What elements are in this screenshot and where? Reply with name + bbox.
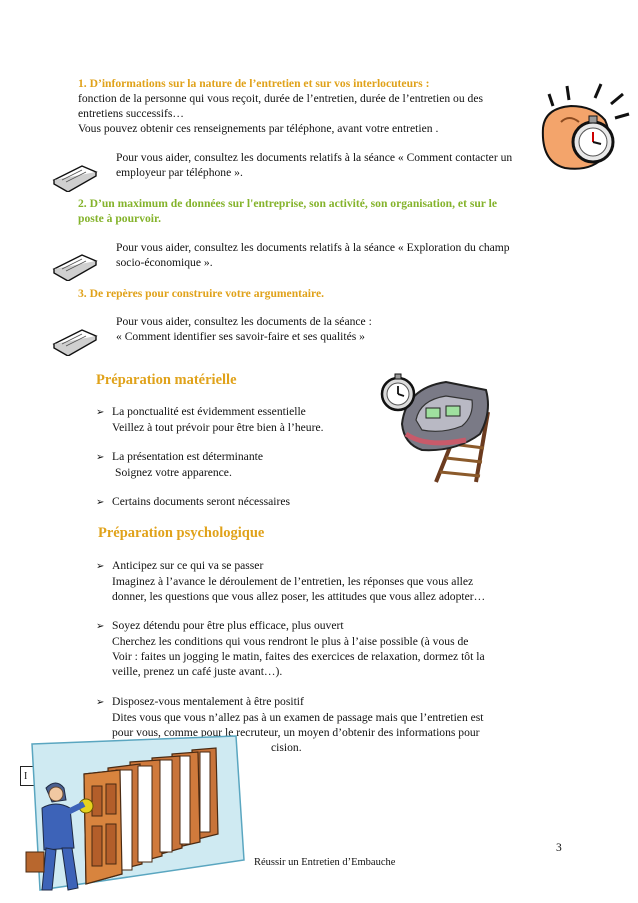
arrow-bullet-icon: ➢ bbox=[96, 697, 105, 708]
item-detail: Soignez votre apparence. bbox=[115, 466, 232, 479]
item-lead: La ponctualité est évidemment essentielle bbox=[112, 405, 306, 418]
section1-line: Vous pouvez obtenir ces renseignements par téléphone, avant votre entretien . bbox=[78, 122, 439, 135]
materielle-item bbox=[96, 494, 290, 510]
section3-tip bbox=[116, 314, 556, 344]
section1-line: entretiens successifs… bbox=[78, 107, 184, 120]
section1-line: fonction de la personne qui vous reçoit, durée de l’entretien, durée de l’entretien ou des bbox=[78, 92, 483, 105]
book-icon bbox=[52, 158, 98, 192]
heading-line: 2. D’un maximum de données sur l'entreprise, son activité, son organisation, et sur le bbox=[78, 197, 497, 210]
item-lead: Soyez détendu pour être plus efficace, plus ouvert bbox=[112, 619, 344, 632]
heading-line: poste à pourvoir. bbox=[78, 212, 161, 225]
section3-heading: 3. De repères pour construire votre argumentaire. bbox=[78, 287, 324, 300]
item-lead: Disposez-vous mentalement à être positif bbox=[112, 695, 304, 708]
arrow-bullet-icon: ➢ bbox=[96, 407, 105, 418]
item-detail: Voir : faites un jogging le matin, faites des exercices de relaxation, dormez tôt la bbox=[112, 650, 485, 663]
tip-line: « Comment identifier ses savoir-faire et ses qualités » bbox=[116, 330, 365, 343]
section1-heading: 1. D’informations sur la nature de l’entretien et sur vos interlocuteurs : bbox=[78, 77, 430, 90]
doors-businessman-icon bbox=[22, 730, 252, 898]
section2-tip bbox=[116, 240, 556, 270]
arrow-bullet-icon: ➢ bbox=[96, 621, 105, 632]
tip-line: socio-économique ». bbox=[116, 256, 213, 269]
footer-title: Réussir un Entretien d’Embauche bbox=[254, 857, 396, 868]
item-lead: Anticipez sur ce qui va se passer bbox=[112, 559, 264, 572]
item-detail: pour vous, comme pour le recruteur, un moyen d’obtenir des informations pour bbox=[112, 726, 480, 739]
item-detail: Imaginez à l’avance le déroulement de l’entretien, les réponses que vous allez bbox=[112, 575, 474, 588]
book-icon bbox=[52, 322, 98, 356]
section1-body bbox=[78, 91, 548, 136]
item-detail: Veillez à tout prévoir pour être bien à l’heure. bbox=[112, 421, 324, 434]
item-detail: veille, prenez un café juste avant…). bbox=[112, 665, 283, 678]
item-lead: La présentation est déterminante bbox=[112, 450, 263, 463]
materielle-item bbox=[96, 404, 324, 435]
psychologique-item bbox=[96, 558, 536, 604]
item-lead: Certains documents seront nécessaires bbox=[112, 495, 291, 508]
book-icon bbox=[52, 247, 98, 281]
tip-line: employeur par téléphone ». bbox=[116, 166, 243, 179]
page-number: 3 bbox=[556, 842, 562, 854]
item-detail: Cherchez les conditions qui vous rendront le plus à l’aise possible (à vous de bbox=[112, 635, 469, 648]
section2-heading bbox=[78, 196, 558, 226]
tip-line: Pour vous aider, consultez les documents relatifs à la séance « Exploration du champ bbox=[116, 241, 510, 254]
tip-line: Pour vous aider, consultez les documents de la séance : bbox=[116, 315, 372, 328]
section1-tip bbox=[116, 150, 556, 180]
arrow-bullet-icon: ➢ bbox=[96, 452, 105, 463]
footer-box: I bbox=[20, 766, 38, 786]
materielle-item bbox=[96, 449, 263, 480]
arrow-bullet-icon: ➢ bbox=[96, 497, 105, 508]
item-detail: donner, les questions que vous allez poser, les attitudes que vous allez adopter… bbox=[112, 590, 486, 603]
psychologique-title: Préparation psychologique bbox=[98, 525, 265, 541]
item-detail: Dites vous que vous n’allez pas à un examen de passage mais que l’entretien est bbox=[112, 711, 484, 724]
item-detail: cision. bbox=[271, 741, 302, 754]
arrow-bullet-icon: ➢ bbox=[96, 561, 105, 572]
psychologique-item bbox=[96, 618, 536, 679]
tip-line: Pour vous aider, consultez les documents relatifs à la séance « Comment contacter un bbox=[116, 151, 513, 164]
materielle-title: Préparation matérielle bbox=[96, 372, 237, 388]
train-clock-icon bbox=[376, 372, 500, 484]
